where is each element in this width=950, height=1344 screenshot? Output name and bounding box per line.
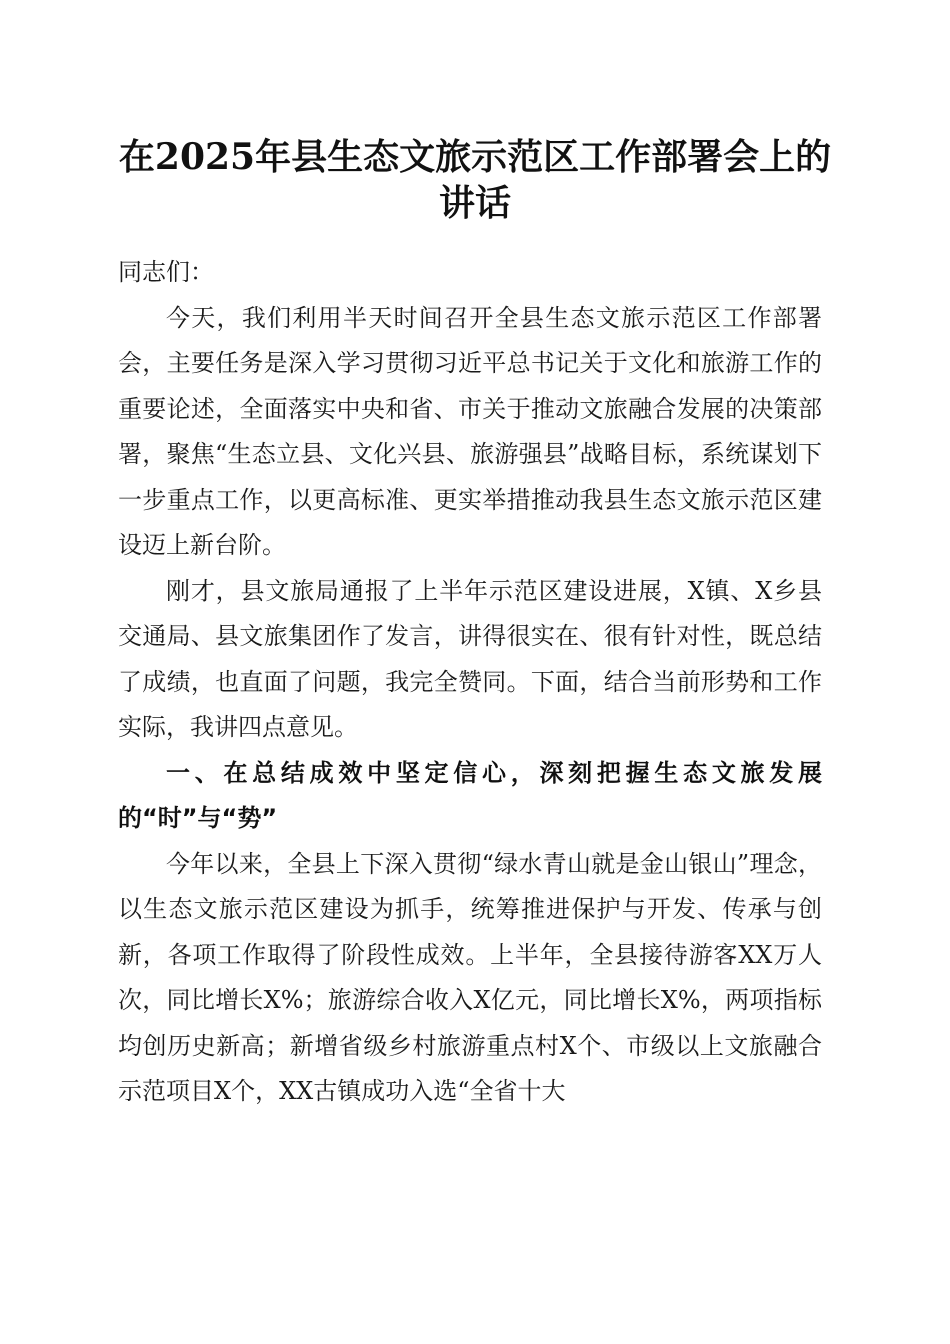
- section-heading-1: 一、在总结成效中坚定信心，深刻把握生态文旅发展的“时”与“势”: [118, 758, 822, 832]
- paragraph-opening: 今天，我们利用半天时间召开全县生态文旅示范区工作部署会，主要任务是深入学习贯彻习近平总书记关于文化和旅游工作的重要论述，全面落实中央和省、市关于推动文旅融合发展的决策部署，聚焦“生态立县、文化兴县、旅游强县”战略目标，系统谋划下一步重点工作，以更高标准、更实举措推动我县生态文旅示范区建设迈上新台阶。: [118, 303, 822, 559]
- document-title: 在2025年县生态文旅示范区工作部署会上的讲话: [118, 136, 832, 224]
- document-body: [118, 250, 822, 1115]
- paragraph-transition: 刚才，县文旅局通报了上半年示范区建设进展，X镇、X乡县交通局、县文旅集团作了发言，讲得很实在、很有针对性，既总结了成绩，也直面了问题，我完全赞同。下面，结合当前形势和工作实际，我讲四点意见。: [118, 576, 822, 741]
- paragraph-section-1: 今年以来，全县上下深入贯彻“绿水青山就是金山银山”理念，以生态文旅示范区建设为抓手，统筹推进保护与开发、传承与创新，各项工作取得了阶段性成效。上半年，全县接待游客XX万人次，同比增长X%；旅游综合收入X亿元，同比增长X%，两项指标均创历史新高；新增省级乡村旅游重点村X个、市级以上文旅融合示范项目X个，XX古镇成功入选“全省十大: [118, 849, 822, 1105]
- salutation: 同志们：: [118, 258, 214, 286]
